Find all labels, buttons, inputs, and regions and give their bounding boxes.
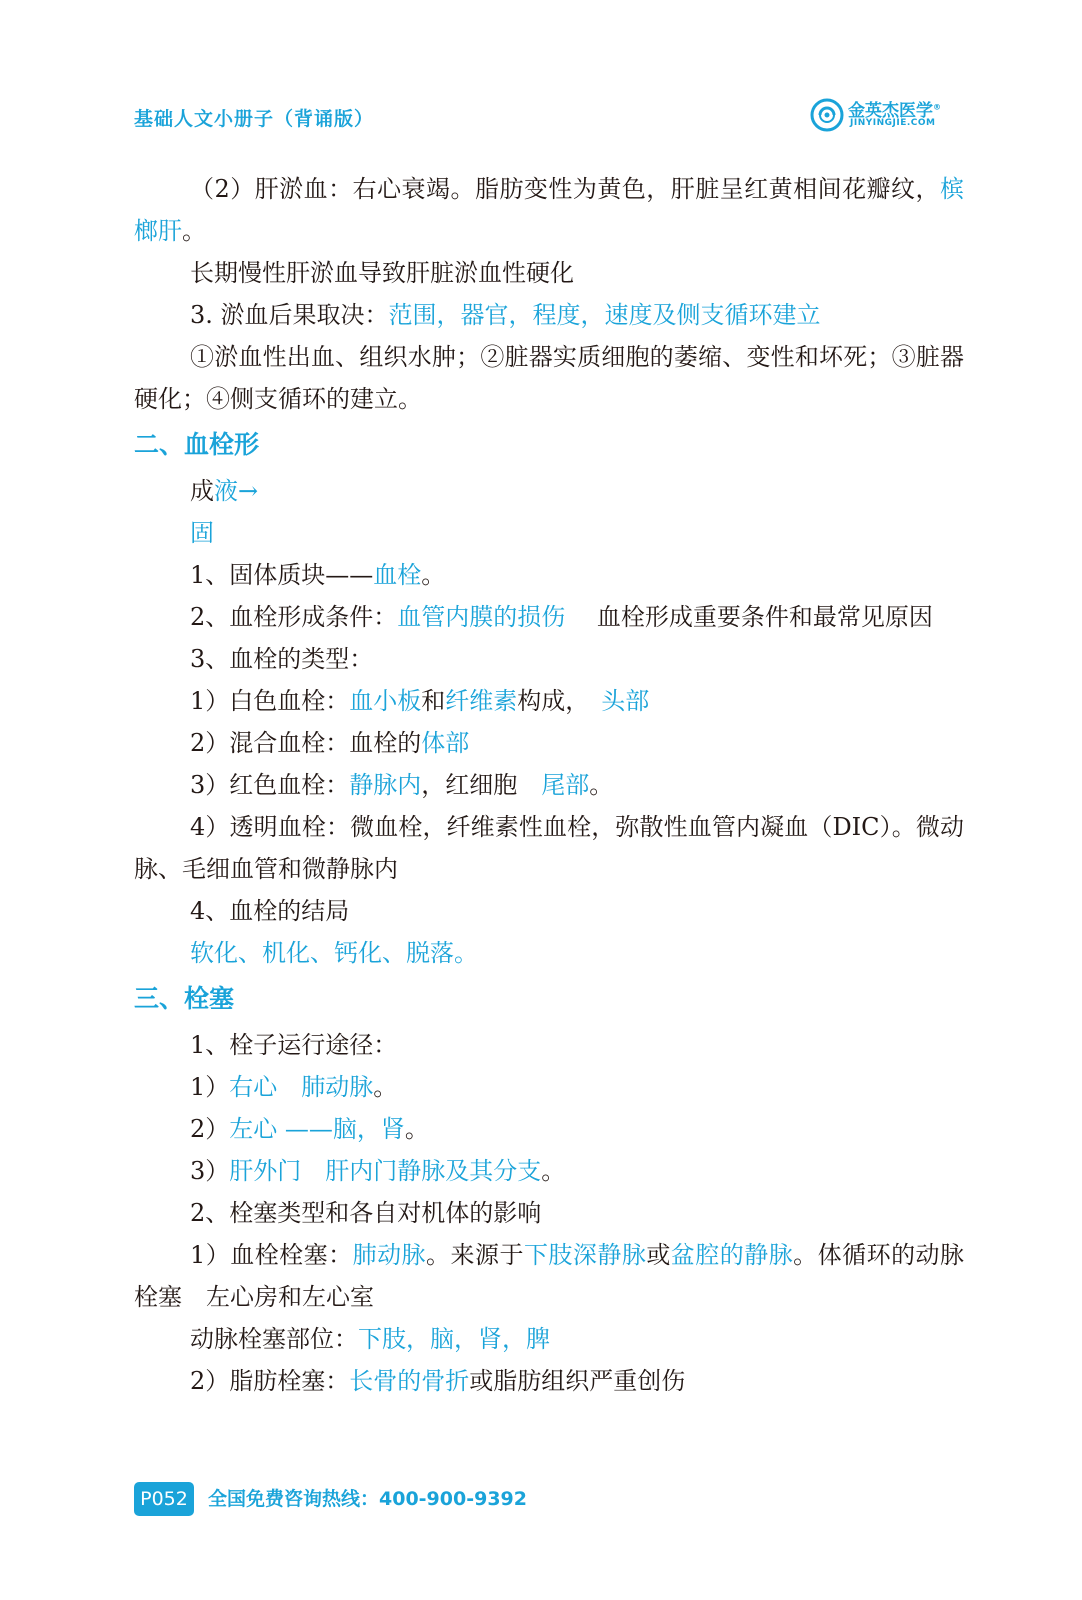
body-text: 动脉栓塞部位： (190, 1325, 358, 1353)
highlight-text: 二、血栓形 (134, 430, 260, 459)
para-embolism-types (134, 1192, 964, 1234)
para-thrombus-fate-list (134, 932, 964, 974)
highlight-text: 血小板 (349, 687, 422, 715)
body-text: 。 (421, 561, 446, 589)
body-text: 1）白色血栓： (190, 687, 350, 715)
body-text: 或 (646, 1241, 671, 1269)
body-text: 2） (190, 1115, 230, 1143)
brand-logo-url: JINYINGJIE.COM (850, 118, 936, 128)
para-arterial-sites (134, 1318, 964, 1360)
page-body (134, 168, 964, 1402)
para-form-liquid (134, 470, 964, 512)
brand-logo-icon (810, 98, 844, 132)
hotline-text: 全国免费咨询热线：400-900-9392 (208, 1488, 527, 1510)
highlight-text: 血栓 (373, 561, 422, 589)
body-text: 或脂肪组织严重创伤 (469, 1367, 686, 1395)
highlight-text: 下肢，脑，肾，脾 (358, 1325, 550, 1353)
para-thrombus-fate (134, 890, 964, 932)
highlight-text: 尾部 (541, 771, 590, 799)
body-text: 3）红色血栓： (190, 771, 350, 799)
body-text: （2）肝淤血：右心衰竭。脂肪变性为黄色，肝脏呈红黄相间花瓣纹， (190, 175, 940, 203)
para-fat-embolism (134, 1360, 964, 1402)
body-text: 。 (404, 1115, 429, 1143)
highlight-text: 三、栓塞 (134, 984, 235, 1013)
body-text: 。 (182, 217, 206, 245)
para-route-portal (134, 1150, 964, 1192)
body-text: 构成， (517, 687, 602, 715)
highlight-text: 槟榔肝 (134, 175, 964, 245)
body-text: 长期慢性肝淤血导致肝脏淤血性硬化 (190, 259, 574, 287)
para-congestion-outcome (134, 294, 964, 336)
para-thrombus-def (134, 554, 964, 596)
highlight-text: 体部 (421, 729, 470, 757)
highlight-text: 液→ (214, 477, 259, 505)
highlight-text: 血管内膜的损伤 (397, 603, 566, 631)
para-liver-cirrhosis (134, 252, 964, 294)
body-text: 2）脂肪栓塞： (190, 1367, 350, 1395)
highlight-text: 右心 肺动脉 (229, 1073, 374, 1101)
highlight-text: 纤维素 (445, 687, 518, 715)
body-text: 3. 淤血后果取决： (190, 301, 389, 329)
body-text: 血栓形成重要条件和最常见原因 (565, 603, 933, 631)
body-text: 3） (190, 1157, 230, 1185)
body-text: ，红细胞 (421, 771, 542, 799)
body-text: 2、栓塞类型和各自对机体的影响 (190, 1199, 542, 1227)
body-text: 。 (541, 1157, 566, 1185)
section-thrombosis (134, 420, 964, 470)
para-hyaline-thrombus (134, 806, 964, 890)
brand-logo-name: 金英杰医学® (848, 101, 941, 121)
para-route-left (134, 1108, 964, 1150)
para-thromboembolism (134, 1234, 964, 1318)
body-text: 。 (589, 771, 614, 799)
para-thrombus-condition (134, 596, 964, 638)
highlight-text: 范围，器官，程度，速度及侧支循环建立 (388, 301, 821, 329)
highlight-text: 左心 ——脑，肾 (229, 1115, 405, 1143)
body-text: 4、血栓的结局 (190, 897, 350, 925)
body-text: 。体循环的动脉栓塞 左心房和左心室 (134, 1241, 965, 1311)
para-route-right (134, 1066, 964, 1108)
para-congestion-effects (134, 336, 964, 420)
body-text: ①淤血性出血、组织水肿；②脏器实质细胞的萎缩、变性和坏死；③脏器硬化；④侧支循环的建立。 (134, 343, 964, 413)
highlight-text: 肝外门 肝内门静脉及其分支 (229, 1157, 542, 1185)
highlight-text: 静脉内 (349, 771, 422, 799)
para-white-thrombus (134, 680, 964, 722)
body-text: 和 (421, 687, 446, 715)
body-text: 1）血栓栓塞： (190, 1241, 353, 1269)
brand-logo (810, 96, 960, 136)
page-number-badge: P052 (134, 1482, 194, 1516)
highlight-text: 长骨的骨折 (349, 1367, 470, 1395)
para-solid (134, 512, 964, 554)
para-thrombus-types (134, 638, 964, 680)
body-text: 成 (190, 477, 214, 505)
body-text: 3、血栓的类型： (190, 645, 374, 673)
para-embolus-route (134, 1024, 964, 1066)
body-text: 1、固体质块—— (190, 561, 374, 589)
body-text: 2）混合血栓：血栓的 (190, 729, 422, 757)
body-text: 2、血栓形成条件： (190, 603, 398, 631)
highlight-text: 固 (190, 519, 214, 547)
body-text: 4）透明血栓：微血栓，纤维素性血栓，弥散性血管内凝血（DIC）。微动脉、毛细血管和微静脉内 (134, 813, 964, 883)
section-embolism (134, 974, 964, 1024)
body-text: 1） (190, 1073, 230, 1101)
highlight-text: 盆腔的静脉 (670, 1241, 794, 1269)
highlight-text: 肺动脉 (352, 1241, 427, 1269)
para-liver-congestion (134, 168, 964, 252)
header-title: 基础人文小册子（背诵版） (134, 108, 375, 130)
highlight-text: 软化、机化、钙化、脱落。 (190, 939, 478, 967)
body-text: 1、栓子运行途径： (190, 1031, 398, 1059)
body-text: 。来源于 (426, 1241, 524, 1269)
para-mixed-thrombus (134, 722, 964, 764)
highlight-text: 下肢深静脉 (523, 1241, 647, 1269)
highlight-text: 头部 (601, 687, 650, 715)
body-text: 。 (373, 1073, 398, 1101)
para-red-thrombus (134, 764, 964, 806)
